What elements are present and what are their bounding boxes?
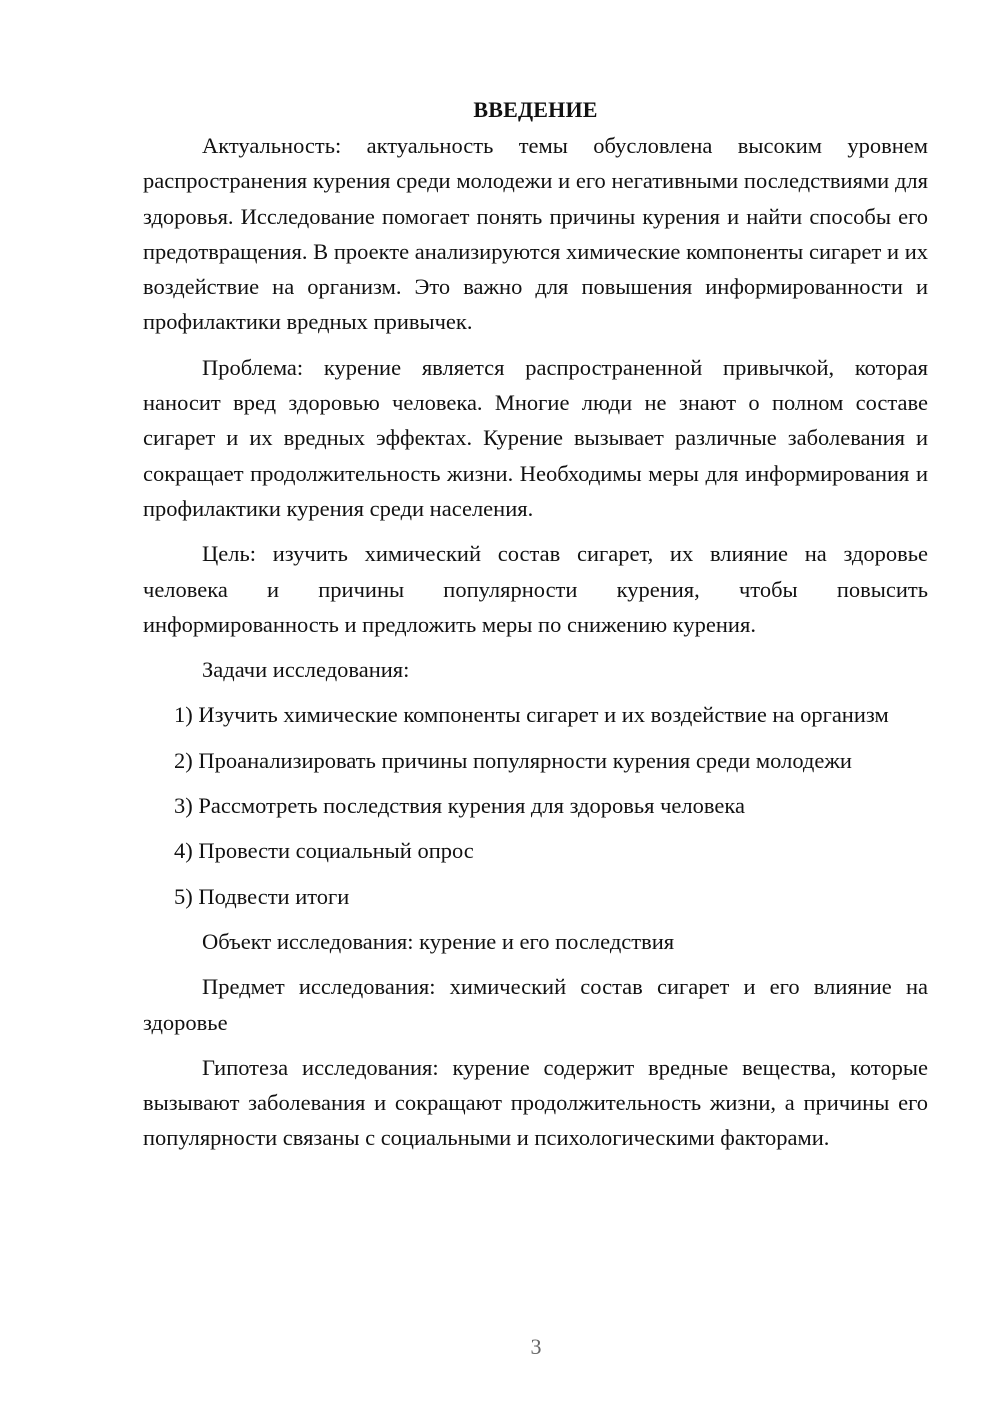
relevance-paragraph: Актуальность: актуальность темы обусловлена высоким уровнем распространения курения среди молодежи и его негативными последствиями для здоровья. Исследование помогает понять причины курения и найти способы его предотвращения. В проекте анализируются химические компоненты сигарет и их воздействие на организм. Это важно для повышения информированности и профилактики вредных привычек. xyxy=(143,133,928,335)
document-body xyxy=(143,92,928,1166)
task-item-5: 5) Подвести итоги xyxy=(174,883,350,909)
object-paragraph: Объект исследования: курение и его последствия xyxy=(202,928,675,954)
page-number: 3 xyxy=(530,1334,542,1359)
task-item-3: 3) Рассмотреть последствия курения для здоровья человека xyxy=(174,793,745,819)
page-title: ВВЕДЕНИЕ xyxy=(473,97,598,122)
task-item-2: 2) Проанализировать причины популярности курения среди молодежи xyxy=(174,747,852,773)
task-item-4: 4) Провести социальный опрос xyxy=(174,838,474,864)
tasks-heading: Задачи исследования: xyxy=(202,657,410,683)
problem-paragraph: Проблема: курение является распространенной привычкой, которая наносит вред здоровью человека. Многие люди не знают о полном составе сигарет и их вредных эффектах. Курение вызывает различные заболевания и сокращает продолжительность жизни. Необходимы меры для информирования и профилактики курения среди населения. xyxy=(143,354,928,521)
goal-paragraph: Цель: изучить химический состав сигарет, их влияние на здоровье человека и причины популярности курения, чтобы повысить информированность и предложить меры по снижению курения. xyxy=(143,541,928,637)
subject-paragraph: Предмет исследования: химический состав сигарет и его влияние на здоровье xyxy=(143,974,928,1035)
task-item-1: 1) Изучить химические компоненты сигарет и их воздействие на организм xyxy=(174,702,889,728)
hypothesis-paragraph: Гипотеза исследования: курение содержит вредные вещества, которые вызывают заболевания и сокращают продолжительность жизни, а причины его популярности связаны с социальными и психологическими факторами. xyxy=(143,1054,928,1151)
